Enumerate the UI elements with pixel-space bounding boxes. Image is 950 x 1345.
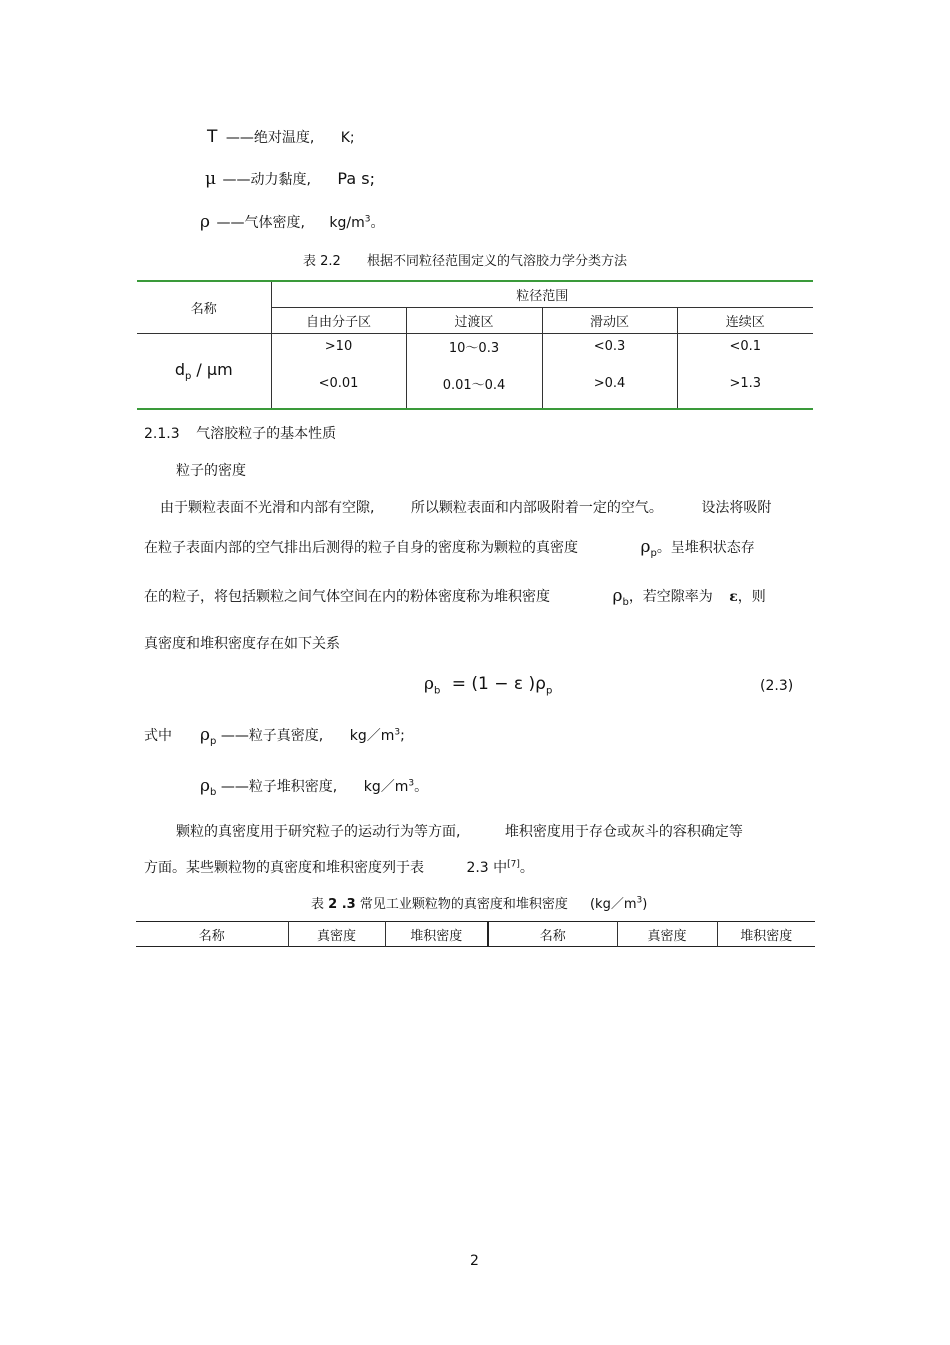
- citation-ref: [7]: [507, 859, 520, 870]
- para2-line1: 颗粒的真密度用于研究粒子的运动行为等方面, 堆积密度用于存仓或灰斗的容积确定等: [176, 824, 743, 840]
- table23: [136, 921, 815, 947]
- table23-header: 真密度: [617, 922, 717, 947]
- symbol-rho-b: ρ: [612, 586, 623, 606]
- table22-cell: >1.3: [677, 359, 813, 409]
- definition-T: T ——绝对温度, K;: [207, 127, 355, 147]
- table22-col-header: 滑动区: [542, 307, 677, 333]
- symbol-epsilon: ε: [729, 589, 738, 605]
- page-number: 2: [470, 1253, 479, 1269]
- table22-name-header: 名称: [137, 281, 271, 333]
- table22-caption: 表 2.2 根据不同粒径范围定义的气溶胶力学分类方法: [303, 254, 627, 269]
- para1-line2: 在粒子表面内部的空气排出后测得的粒子自身的密度称为颗粒的真密度 $\rho_p$。呈堆积状态存: [144, 537, 755, 559]
- where-item-rho-p: $\rho_p$ ——粒子真密度, $kg/m^3$;: [200, 725, 405, 747]
- para1-line4: 真密度和堆积密度存在如下关系: [144, 636, 340, 652]
- subheading: 粒子的密度: [176, 463, 246, 479]
- para1-line1: 由于颗粒表面不光滑和内部有空隙, 所以颗粒表面和内部吸附着一定的空气。 设法将吸附: [160, 500, 772, 516]
- section-heading: 2.1.3 气溶胶粒子的基本性质: [144, 426, 337, 442]
- equation-number: (2.3): [760, 678, 794, 694]
- table22: [137, 280, 813, 410]
- table22-cell: >0.4: [542, 359, 677, 409]
- equation-2-3: $\rho_b = (1 - \varepsilon$ )$\rho_p$: [424, 674, 553, 697]
- table22-range-header: 粒径范围: [271, 281, 813, 307]
- table22-cell: <0.1: [729, 338, 762, 354]
- table23-header: 名称: [136, 922, 288, 947]
- symbol-rho: ρ: [200, 212, 210, 232]
- table23-header: 名称: [488, 922, 617, 947]
- table22-cell: 10～0.3: [406, 333, 542, 359]
- table22-cell: 0.01～0.4: [406, 359, 542, 409]
- table23-caption: 表 2 .3 常见工业颗粒物的真密度和堆积密度 $(kg/m^3)$: [311, 895, 648, 912]
- para2-line2: 方面。某些颗粒物的真密度和堆积密度列于表 2.3 中[7]。: [144, 859, 534, 876]
- table22-cell: <0.01: [271, 359, 406, 409]
- table23-header: 堆积密度: [385, 922, 488, 947]
- symbol-T: T: [207, 127, 218, 147]
- table22-cell: >10: [271, 333, 406, 359]
- table22-row-label: $d_p$ / μm: [137, 333, 271, 409]
- table22-cell: <0.3: [542, 333, 677, 359]
- symbol-mu: μ: [205, 169, 217, 189]
- symbol-rho-p: ρ: [640, 537, 651, 557]
- definition-mu: μ ——动力黏度, Pa s;: [205, 169, 375, 189]
- where-label: 式中: [144, 728, 172, 744]
- table22-col-header: 连续区: [677, 307, 813, 333]
- where-item-rho-b: $\rho_b$ ——粒子堆积密度, $kg/m^3$。: [200, 776, 429, 798]
- table22-col-header: 自由分子区: [271, 307, 406, 333]
- definition-rho: ρ ——气体密度, $kg/m^3$。: [200, 212, 385, 232]
- table23-header: 真密度: [288, 922, 385, 947]
- para1-line3: 在的粒子，将包括颗粒之间气体空间在内的粉体密度称为堆积密度 $\rho_b$，若空隙率为 ε，则: [144, 586, 766, 608]
- table22-col-header: 过渡区: [406, 307, 542, 333]
- table23-header: 堆积密度: [740, 928, 793, 944]
